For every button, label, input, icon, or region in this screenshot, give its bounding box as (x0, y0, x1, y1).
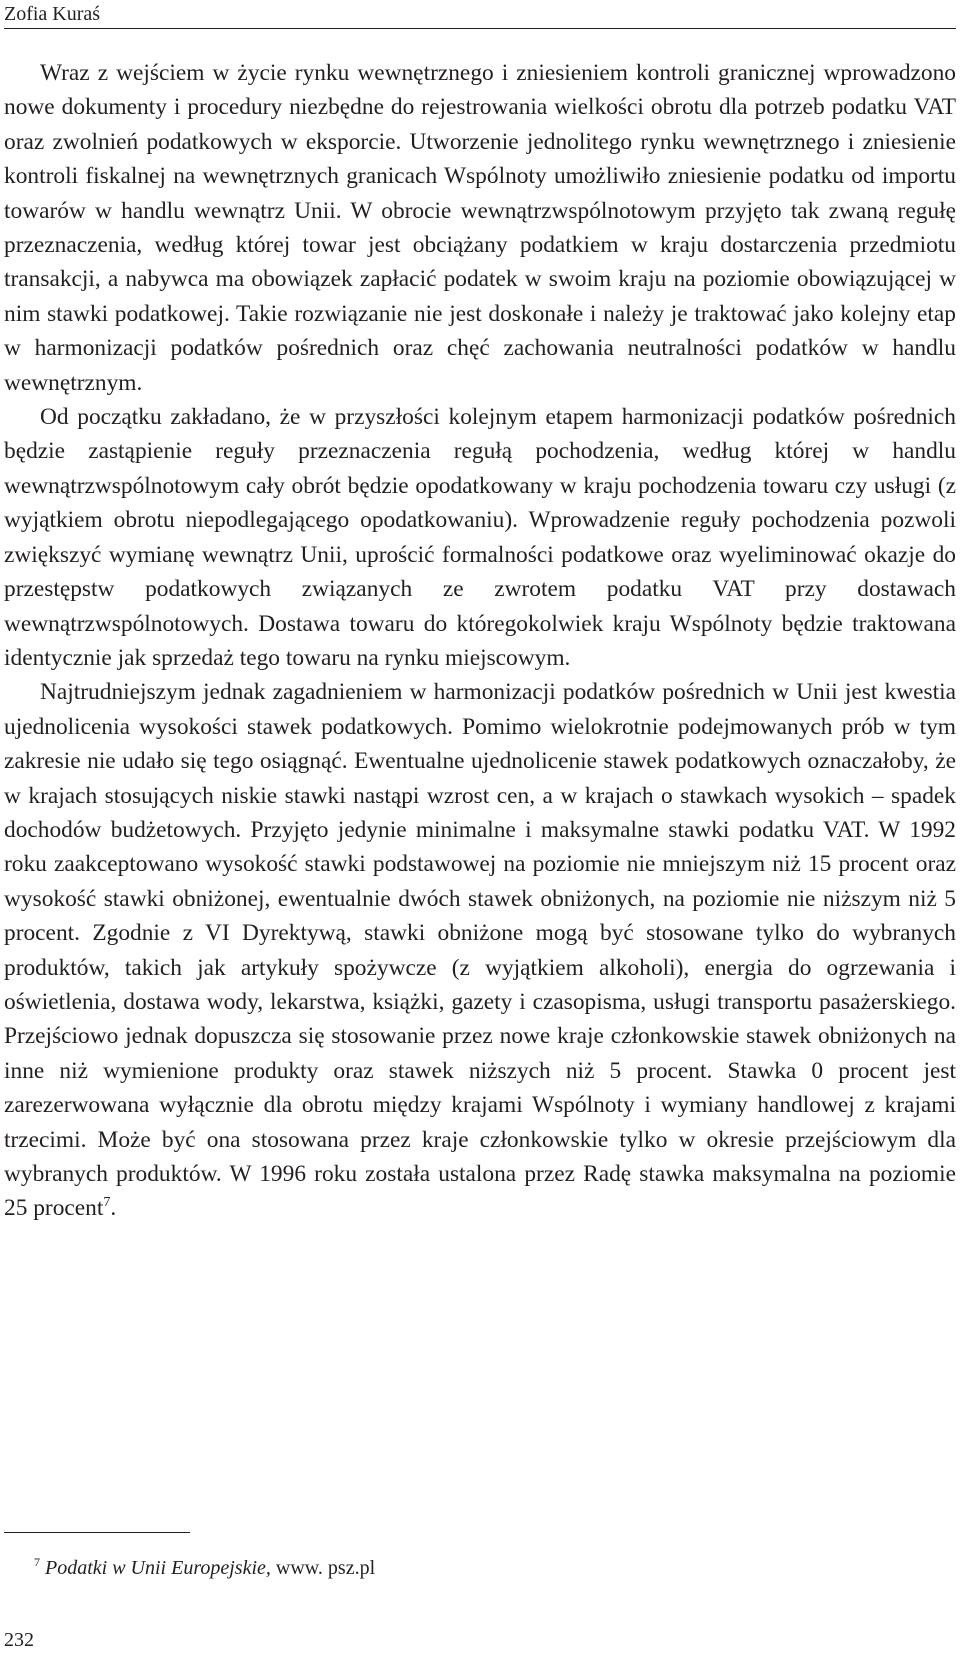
footnote-source: www. psz.pl (275, 1557, 376, 1579)
page-number: 232 (4, 1629, 34, 1651)
header-rule (4, 28, 956, 29)
running-head: Zofia Kuraś (4, 3, 101, 25)
footnote-rule (4, 1532, 190, 1533)
paragraph-3-tail: . (110, 1195, 117, 1222)
footnote-marker: 7 (34, 1555, 40, 1569)
body-text (4, 56, 956, 1226)
paragraph-3 (4, 675, 956, 1226)
paragraph-1 (4, 56, 956, 400)
footnote-title: Podatki w Unii Europejskie, (45, 1557, 271, 1579)
paragraph-2-text: Od początku zakładano, że w przyszłości kolejnym etapem harmonizacji podatków pośrednich będzie zastąpienie reguły przeznaczenia regułą pochodzenia, według której w handlu wewnątrzwspólnotowym cały obrót będzie opodatkowany w kraju pochodzenia towaru czy usługi (z wyjątkiem obrotu niepodlegającego opodatkowaniu). Wprowadzenie reguły pochodzenia pozwoli zwiększyć wymianę wewnątrz Unii, uprościć formalności podatkowe oraz wyeliminować okazje do przestępstw podatkowych związanych ze zwrotem podatku VAT przy dostawach wewnątrzwspólnotowych. Dostawa towaru do któregokolwiek kraju Wspólnoty będzie traktowana identycznie jak sprzedaż tego towaru na rynku miejscowym. (4, 404, 956, 671)
paragraph-2 (4, 400, 956, 675)
footnote (34, 1555, 375, 1581)
paragraph-1-text: Wraz z wejściem w życie rynku wewnętrznego i zniesieniem kontroli granicznej wprowadzono nowe dokumenty i procedury niezbędne do rejestrowania wielkości obrotu dla potrzeb podatku VAT oraz zwolnień podatkowych w eksporcie. Utworzenie jednolitego rynku wewnętrznego i zniesienie kontroli fiskalnej na wewnętrznych granicach Wspólnoty umożliwiło zniesienie podatku od importu towarów w handlu wewnątrz Unii. W obrocie wewnątrzwspólnotowym przyjęto tak zwaną regułę przeznaczenia, według której towar jest obciążany podatkiem w kraju dostarczenia przedmiotu transakcji, a nabywca ma obowiązek zapłacić podatek w swoim kraju na poziomie obowiązującej w nim stawki podatkowej. Takie rozwiązanie nie jest doskonałe i należy je traktować jako kolejny etap w harmonizacji podatków pośrednich oraz chęć zachowania neutralności podatków w handlu wewnętrznym. (4, 60, 956, 396)
footnote-reference[interactable]: 7 (103, 1195, 111, 1211)
paragraph-3-text: Najtrudniejszym jednak zagadnieniem w harmonizacji podatków pośrednich w Unii jest kwestia ujednolicenia wysokości stawek podatkowych. Pomimo wielokrotnie podejmowanych prób w tym zakresie nie udało się tego osiągnąć. Ewentualne ujednolicenie stawek podatkowych oznaczałoby, że w krajach stosujących niskie stawki nastąpi wzrost cen, a w krajach o stawkach wysokich – spadek dochodów budżetowych. Przyjęto jedynie minimalne i maksymalne stawki podatku VAT. W 1992 roku zaakceptowano wysokość stawki podstawowej na poziomie nie mniejszym niż 15 procent oraz wysokość stawki obniżonej, ewentualnie dwóch stawek obniżonych, na poziomie nie niższym niż 5 procent. Zgodnie z VI Dyrektywą, stawki obniżone mogą być stosowane tylko do wybranych produktów, takich jak artykuły spożywcze (z wyjątkiem alkoholi), energia do ogrzewania i oświetlenia, dostawa wody, lekarstwa, książki, gazety i czasopisma, usługi transportu pasażerskiego. Przejściowo jednak dopuszcza się stosowanie przez nowe kraje członkowskie stawek obniżonych na inne niż wymienione produkty oraz stawek niższych niż 5 procent. Stawka 0 procent jest zarezerwowana wyłącznie dla obrotu między krajami Wspólnoty i wymiany handlowej z krajami trzecimi. Może być ona stosowana przez kraje członkowskie tylko w okresie przejściowym dla wybranych produktów. W 1996 roku została ustalona przez Radę stawka maksymalna na poziomie 25 procent (4, 679, 956, 1222)
